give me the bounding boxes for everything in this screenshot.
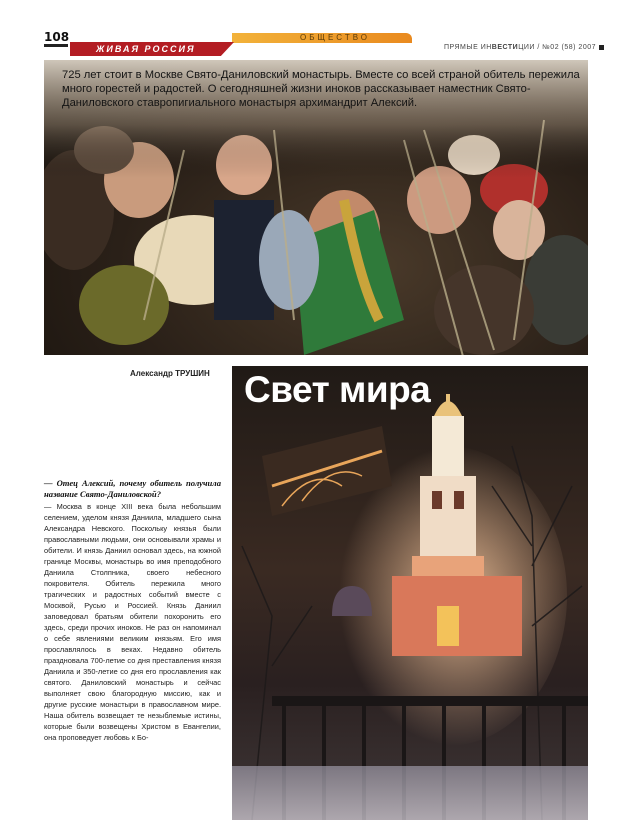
page-number-rule [44,44,68,47]
section-label: ОБЩЕСТВО [300,33,370,42]
author-byline: Александр ТРУШИН [130,369,210,378]
masthead [444,44,604,51]
monastery-photo [232,366,588,820]
rubric-label: ЖИВАЯ РОССИЯ [96,44,196,54]
article-column [44,478,221,743]
masthead-bold: ВЕСТИ [491,44,519,51]
interview-answer: — Москва в конце XIII века была небольшим селением, уделом князя Даниила, младшего сына Александра Невского. Поскольку князья были православными людьми, они основывали храмы и обители. И князь Даниил основал здесь, на южной границе Москвы, монастырь во имя преподобного Даниила Столпника, своего небесного покровителя. Обитель пережила много трагических и радостных событий вместе с Москвой, Русью и Россией. Князь Даниил заповедовал братьям обители похоронить его здесь, среди прочих иноков. Не раз он напоминал о себе явлениями великим князьям. Его имя прославлялось в веках. Недавно обитель праздновала 700-летие со дня преставления князя Даниила и 350-летие со дня его прославления как святого. Даниловский монастырь и сейчас выполняет свою благородную миссию, как и другие русские монастыри в православном мире. Наша обитель возвещает те незыблемые истины, которые были возвещены Христом в Евангелии, она проповедует любовь к Бо- [44,502,221,742]
headline: Свет мира [244,369,431,410]
masthead-prefix: ПРЯМЫЕ ИН [443,44,492,51]
masthead-square-icon [599,45,604,50]
crowd-photo [44,60,588,355]
masthead-suffix: ЦИИ / №02 (58) 2007 [518,44,596,51]
interview-question: — Отец Алексий, почему обитель получила название Свято-Даниловской? [44,478,221,499]
intro-text: 725 лет стоит в Москве Свято-Даниловский монастырь. Вместе со всей страной обитель пережила много горестей и радостей. О сегодняшней жизни иноков рассказывает наместник Свято-Даниловского ставропигиального монастыря архимандрит Алексий. [62,69,580,109]
page-number: 108 [44,30,70,44]
monastery-photo-graphic [232,366,588,820]
